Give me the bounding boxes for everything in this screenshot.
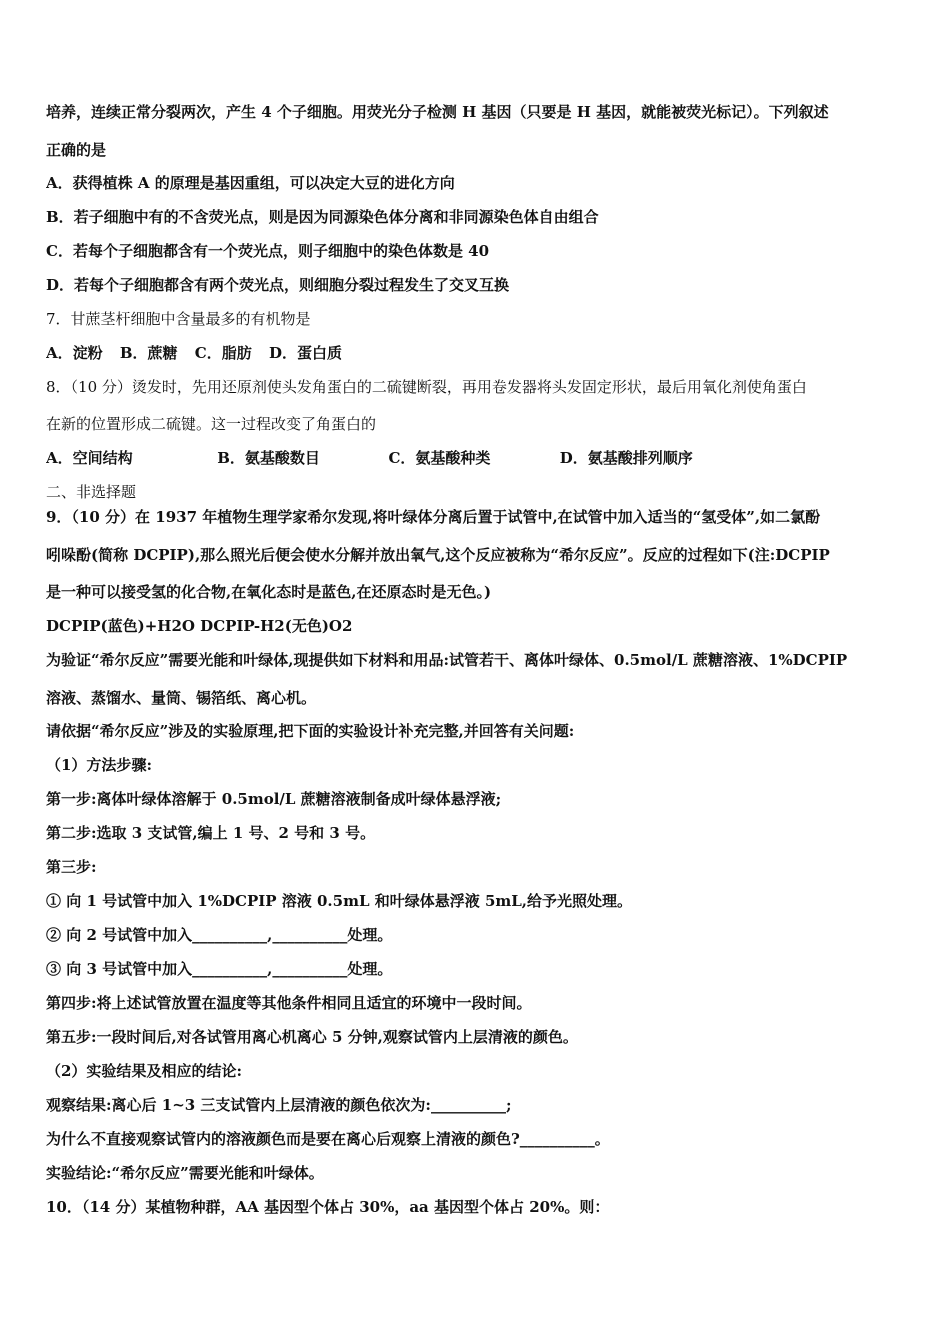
q7-stem: 7．甘蔗茎杆细胞中含量最多的有机物是: [46, 310, 311, 328]
q6-option-b: B．若子细胞中有的不含荧光点，则是因为同源染色体分离和非同源染色体自由组合: [46, 208, 599, 226]
q9-line-3: 是一种可以接受氢的化合物,在氧化态时是蓝色,在还原态时是无色。): [46, 583, 492, 601]
q9-step-1: 第一步:离体叶绿体溶解于 0.5mol/L 蔗糖溶液制备成叶绿体悬浮液;: [46, 790, 502, 808]
q9-line-1: 9．（10 分）在 1937 年植物生理学家希尔发现,将叶绿体分离后置于试管中,在试管中加入适当的“氢受体”,如二氯酚: [46, 508, 821, 526]
q6-option-d: D．若每个子细胞都含有两个荧光点，则细胞分裂过程发生了交叉互换: [46, 276, 510, 294]
q8-option-b: B．氨基酸数目: [217, 449, 320, 467]
q9-line-7: 请依据“希尔反应”涉及的实验原理,把下面的实验设计补充完整,并回答有关问题:: [46, 722, 575, 740]
q9-step-5: 第五步:一段时间后,对各试管用离心机离心 5 分钟,观察试管内上层清液的颜色。: [46, 1028, 578, 1046]
q9-observation: 观察结果:离心后 1~3 三支试管内上层清液的颜色依次为:__________;: [46, 1096, 512, 1114]
q6-option-a: A．获得植株 A 的原理是基因重组，可以决定大豆的进化方向: [46, 174, 455, 192]
section-heading: 二、非选择题: [46, 483, 137, 501]
q10-stem: 10．（14 分）某植物种群，AA 基因型个体占 30%，aa 基因型个体占 20%。则：: [46, 1198, 610, 1216]
q6-option-c: C．若每个子细胞都含有一个荧光点，则子细胞中的染色体数是 40: [46, 242, 490, 260]
q9-why-question: 为什么不直接观察试管内的溶液颜色而是要在离心后观察上清液的颜色?__________。: [46, 1130, 610, 1148]
q8-stem-line-1: 8．（10 分）烫发时，先用还原剂使头发角蛋白的二硫键断裂，再用卷发器将头发固定形状，最后用氧化剂使角蛋白: [46, 378, 807, 396]
q9-tube-3: ③ 向 3 号试管中加入__________,__________处理。: [46, 960, 393, 978]
q8-option-a: A．空间结构: [46, 449, 133, 467]
q9-conclusion: 实验结论:“希尔反应”需要光能和叶绿体。: [46, 1164, 324, 1182]
q7-option-d: D．蛋白质: [268, 344, 342, 362]
q9-tube-1: ① 向 1 号试管中加入 1%DCPIP 溶液 0.5mL 和叶绿体悬浮液 5mL,给予光照处理。: [46, 892, 633, 910]
q7-option-a: A．淀粉: [46, 344, 103, 362]
q9-line-6: 溶液、蒸馏水、量筒、锡箔纸、离心机。: [46, 689, 317, 707]
q9-reaction-equation: DCPIP(蓝色)+H2O DCPIP-H2(无色)O2: [46, 617, 353, 635]
q6-stem-line-1: 培养，连续正常分裂两次，产生 4 个子细胞。用荧光分子检测 H 基因（只要是 H 基因，就能被荧光标记）。下列叙述: [46, 103, 829, 121]
q8-option-c: C．氨基酸种类: [388, 449, 491, 467]
q7-option-c: C．脂肪: [194, 344, 252, 362]
q8-stem-line-2: 在新的位置形成二硫键。这一过程改变了角蛋白的: [46, 415, 377, 433]
q8-option-d: D．氨基酸排列顺序: [559, 449, 693, 467]
q9-sub-heading-2: （2）实验结果及相应的结论:: [46, 1062, 242, 1080]
q9-sub-heading-1: （1）方法步骤:: [46, 756, 152, 774]
q9-step-4: 第四步:将上述试管放置在温度等其他条件相同且适宜的环境中一段时间。: [46, 994, 532, 1012]
q8-options: [46, 448, 906, 468]
q7-options: [46, 343, 906, 363]
q6-stem-line-2: 正确的是: [46, 141, 107, 159]
q9-line-5: 为验证“希尔反应”需要光能和叶绿体,现提供如下材料和用品:试管若干、离体叶绿体、0.5mol/L 蔗糖溶液、1%DCPIP: [46, 651, 848, 669]
q9-tube-2: ② 向 2 号试管中加入__________,__________处理。: [46, 926, 393, 944]
q9-step-2: 第二步:选取 3 支试管,编上 1 号、2 号和 3 号。: [46, 824, 376, 842]
q9-step-3: 第三步:: [46, 858, 97, 876]
q7-option-b: B．蔗糖: [119, 344, 178, 362]
q9-line-2: 吲哚酚(简称 DCPIP),那么照光后便会使水分解并放出氧气,这个反应被称为“希尔反应”。反应的过程如下(注:DCPIP: [46, 546, 830, 564]
